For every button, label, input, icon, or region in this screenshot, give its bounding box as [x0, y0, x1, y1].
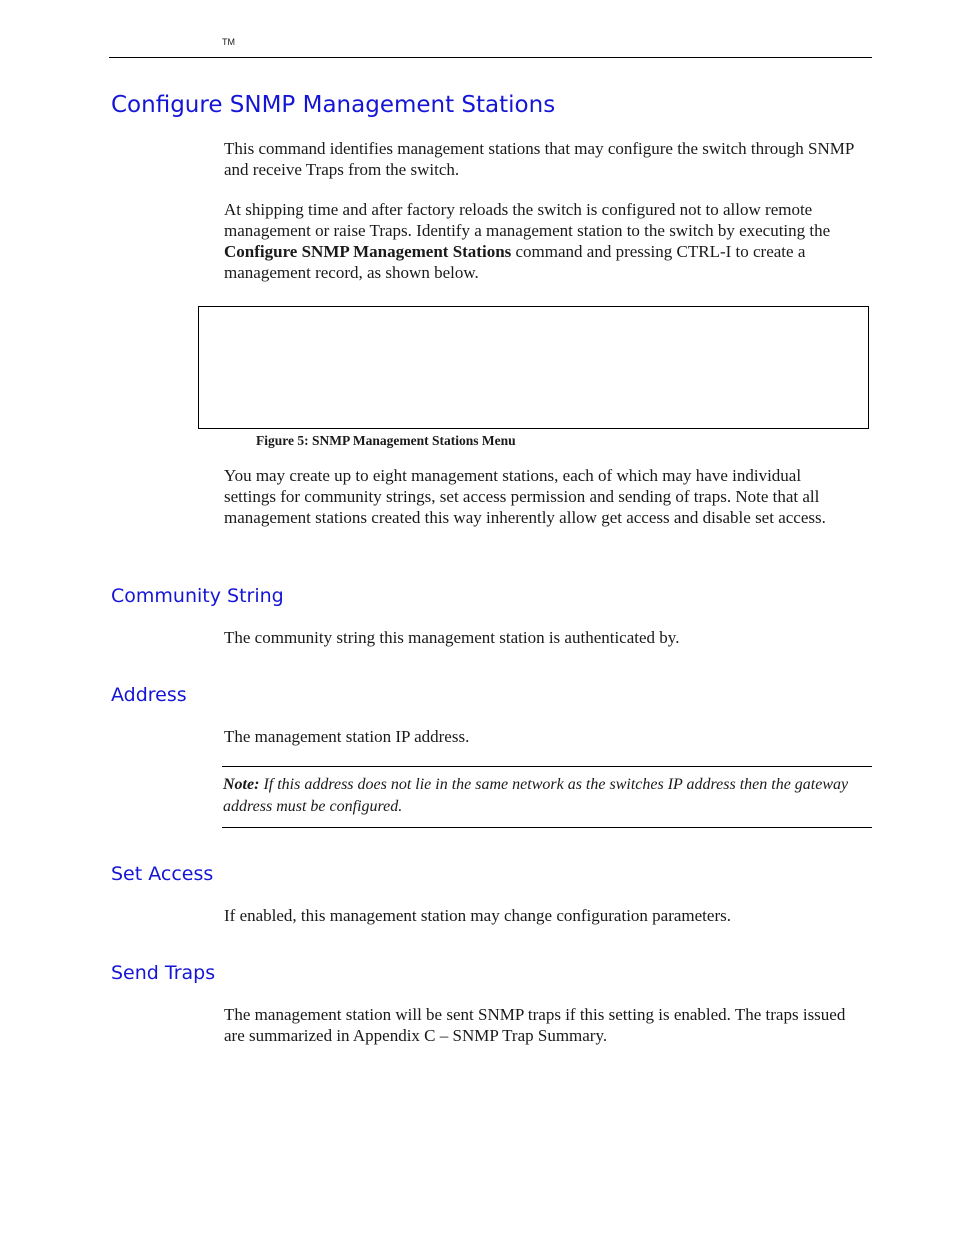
community-string-text: The community string this management station is authenticated by. — [224, 628, 680, 647]
note-label: Note: — [223, 776, 260, 793]
note-bottom-rule — [222, 827, 872, 828]
heading-community-string: Community String — [111, 585, 284, 607]
figure-caption: Figure 5: SNMP Management Stations Menu — [256, 433, 516, 448]
send-traps-text: The management station will be sent SNMP traps if this setting is enabled. The traps issued are summarized in Appendix C – SNMP Trap Summary. — [224, 1005, 846, 1045]
heading-address: Address — [111, 684, 187, 706]
heading-send-traps: Send Traps — [111, 962, 216, 984]
address-note — [223, 774, 863, 818]
note-text: If this address does not lie in the same network as the switches IP address then the gateway address must be configured. — [223, 776, 849, 815]
heading-set-access: Set Access — [111, 863, 214, 885]
page-title: Configure SNMP Management Stations — [111, 92, 556, 118]
address-text: The management station IP address. — [224, 727, 470, 746]
header-rule — [109, 57, 872, 58]
set-access-text: If enabled, this management station may change configuration parameters. — [224, 906, 731, 925]
note-top-rule — [222, 766, 872, 767]
intro-paragraph-3: You may create up to eight management stations, each of which may have individual settings for community strings, set access permission and sending of traps. Note that all management stations created this way inherently allow get access and disable set access. — [224, 466, 826, 527]
trademark-mark: TM — [222, 37, 235, 47]
intro-paragraph-2-text-a: At shipping time and after factory reloads the switch is configured not to allow remote management or raise Traps. Identify a management station to the switch by executing the — [224, 200, 831, 240]
intro-paragraph-1: This command identifies management stations that may configure the switch through SNMP and receive Traps from the switch. — [224, 139, 854, 179]
intro-paragraph-2-text-b: command and pressing CTRL-I to create a management record, as shown below. — [224, 242, 806, 282]
intro-paragraph-2 — [224, 199, 856, 283]
figure-box — [198, 306, 869, 429]
command-name: Configure SNMP Management Stations — [224, 242, 512, 261]
